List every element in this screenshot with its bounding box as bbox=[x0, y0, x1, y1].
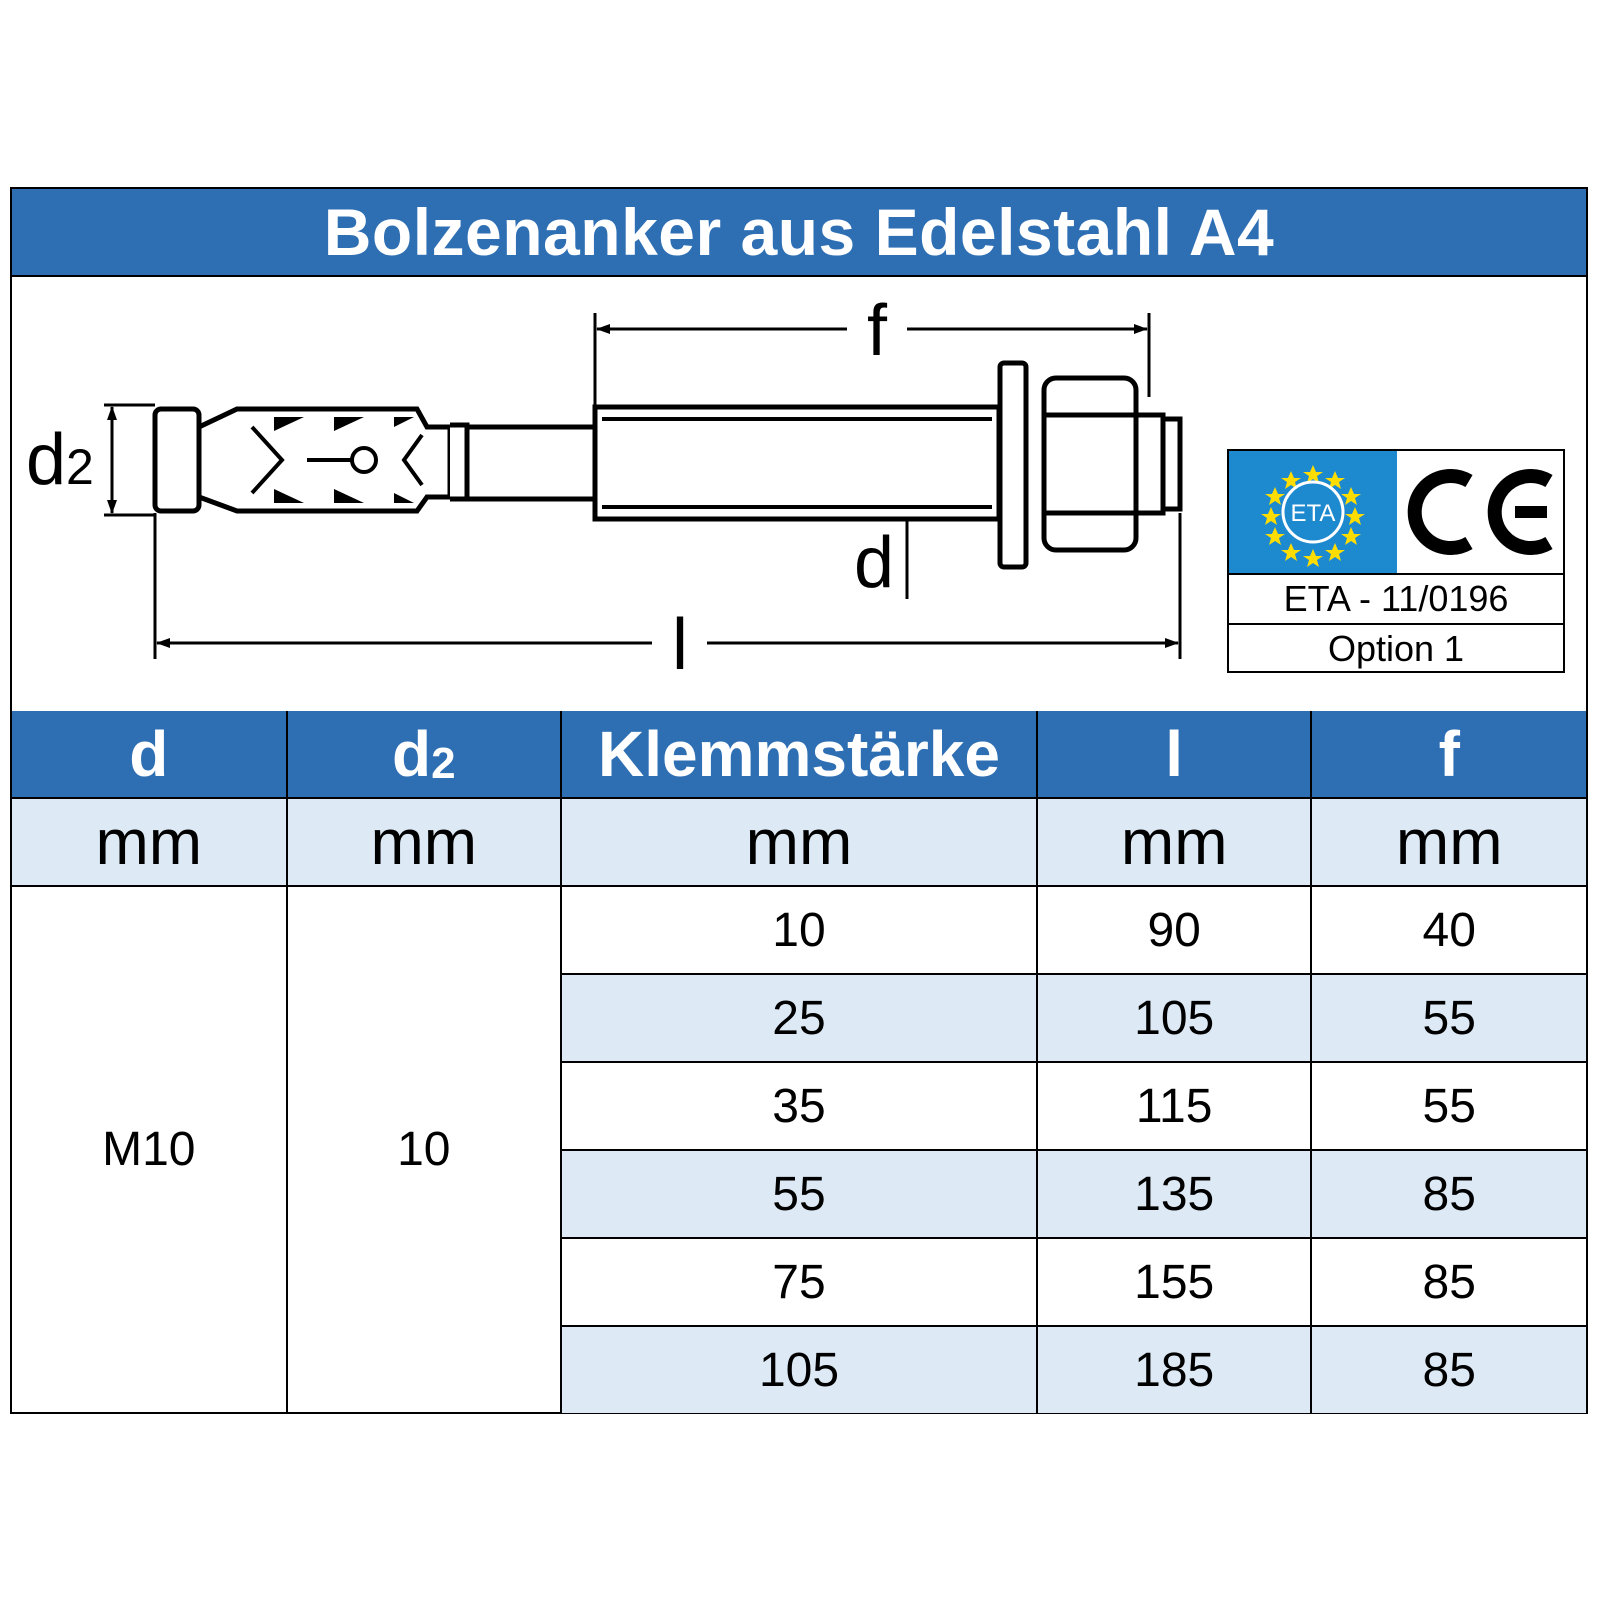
cell-klemmstaerke: 25 bbox=[561, 974, 1037, 1062]
unit-cell: mm bbox=[1037, 798, 1312, 886]
cell-klemmstaerke: 105 bbox=[561, 1326, 1037, 1413]
col-header-l: l bbox=[1037, 711, 1312, 798]
ce-mark bbox=[1397, 451, 1563, 573]
cell-d2: 10 bbox=[287, 886, 562, 1413]
eta-logo bbox=[1229, 451, 1397, 573]
eu-stars-icon bbox=[1229, 451, 1397, 573]
product-sheet bbox=[10, 187, 1588, 1414]
title-bar bbox=[12, 189, 1586, 277]
cell-f: 85 bbox=[1311, 1238, 1586, 1326]
dimension-d2 bbox=[104, 405, 155, 515]
cell-f: 40 bbox=[1311, 886, 1586, 974]
unit-cell: mm bbox=[1311, 798, 1586, 886]
unit-cell: mm bbox=[287, 798, 562, 886]
unit-row bbox=[12, 798, 1586, 886]
dimension-f-label: f bbox=[866, 291, 888, 371]
table-row bbox=[12, 886, 1586, 974]
eta-option: Option 1 bbox=[1229, 623, 1563, 673]
cell-l: 105 bbox=[1037, 974, 1312, 1062]
anchor-bolt-shape bbox=[155, 363, 1180, 567]
cell-l: 185 bbox=[1037, 1326, 1312, 1413]
unit-cell: mm bbox=[12, 798, 287, 886]
col-header-d2: $d_2$ bbox=[287, 711, 562, 798]
unit-cell: mm bbox=[561, 798, 1037, 886]
cell-d: M10 bbox=[12, 886, 287, 1413]
cell-f: 85 bbox=[1311, 1326, 1586, 1413]
eta-certificate-box bbox=[1227, 449, 1565, 673]
page-title: Bolzenanker aus Edelstahl A4 bbox=[323, 195, 1275, 269]
cell-f: 55 bbox=[1311, 1062, 1586, 1150]
eta-number: ETA - 11/0196 bbox=[1229, 573, 1563, 623]
dimension-d-label: d bbox=[853, 523, 895, 603]
dimension-d2-label: d2 bbox=[26, 420, 94, 500]
header-row bbox=[12, 711, 1586, 798]
cell-f: 85 bbox=[1311, 1150, 1586, 1238]
dimension-l-label: l bbox=[672, 605, 688, 685]
cell-l: 90 bbox=[1037, 886, 1312, 974]
eta-logo-text: ETA bbox=[1290, 500, 1336, 527]
spec-table bbox=[12, 711, 1586, 1414]
technical-drawing bbox=[12, 277, 1586, 711]
col-header-klemmstaerke: Klemmstärke bbox=[561, 711, 1037, 798]
cell-l: 115 bbox=[1037, 1062, 1312, 1150]
cell-l: 155 bbox=[1037, 1238, 1312, 1326]
cell-klemmstaerke: 55 bbox=[561, 1150, 1037, 1238]
cell-klemmstaerke: 75 bbox=[561, 1238, 1037, 1326]
cell-l: 135 bbox=[1037, 1150, 1312, 1238]
cell-klemmstaerke: 10 bbox=[561, 886, 1037, 974]
cell-klemmstaerke: 35 bbox=[561, 1062, 1037, 1150]
col-header-d: d bbox=[12, 711, 287, 798]
ce-mark-icon bbox=[1397, 451, 1563, 573]
cell-f: 55 bbox=[1311, 974, 1586, 1062]
col-header-f: f bbox=[1311, 711, 1586, 798]
